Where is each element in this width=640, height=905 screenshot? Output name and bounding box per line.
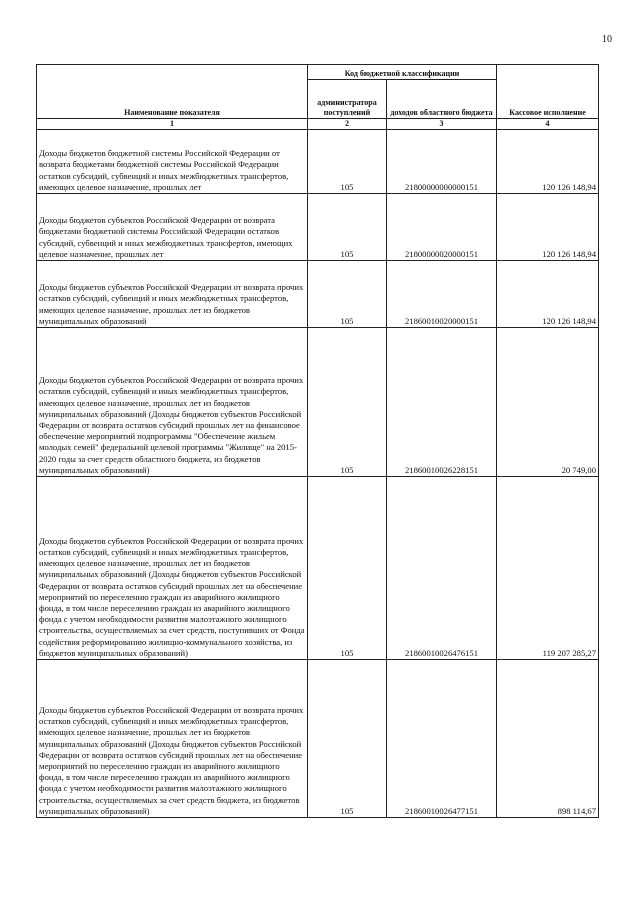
cash-execution: 119 207 285,27 xyxy=(497,477,599,660)
header-budget-classification: Код бюджетной классификации xyxy=(308,65,497,80)
table-row xyxy=(37,477,599,660)
report-table xyxy=(36,64,599,818)
indicator-name: Доходы бюджетов субъектов Российской Федерации от возврата прочих остатков субсидий, субвенций и иных межбюджетных трансфертов, имеющих целевое назначение, прошлых лет из бюджетов муниципальных образований (Доходы бюджетов субъектов Российской Федерации от возврата остатков субсидий прошлых лет на финансовое обеспечение мероприятий подпрограммы "Обеспечение жильем молодых семей" федеральной целевой программы "Жилище" на 2015-2020 годы за счет средств областного бюджета, из бюджетов муниципальных образований) xyxy=(37,328,308,477)
cash-execution: 120 126 148,94 xyxy=(497,130,599,194)
column-number: 3 xyxy=(387,119,497,130)
column-number: 1 xyxy=(37,119,308,130)
admin-code: 105 xyxy=(308,660,387,818)
income-code: 21860010026477151 xyxy=(387,660,497,818)
admin-code: 105 xyxy=(308,477,387,660)
table-row xyxy=(37,130,599,194)
header-execution-column: Кассовое исполнение xyxy=(497,65,599,119)
indicator-name: Доходы бюджетов бюджетной системы Российской Федерации от возврата бюджетами бюджетной системы Российской Федерации остатков субсидий, субвенций и иных межбюджетных трансфертов, имеющих целевое назначение, прошлых лет xyxy=(37,130,308,194)
column-numbers-row xyxy=(37,119,599,130)
admin-code: 105 xyxy=(308,194,387,261)
admin-code: 105 xyxy=(308,261,387,328)
indicator-name: Доходы бюджетов субъектов Российской Федерации от возврата прочих остатков субсидий, субвенций и иных межбюджетных трансфертов, имеющих целевое назначение, прошлых лет из бюджетов муниципальных образований xyxy=(37,261,308,328)
header-admin-column: администратора поступлений xyxy=(308,80,387,119)
table-row xyxy=(37,261,599,328)
table-row xyxy=(37,194,599,261)
admin-code: 105 xyxy=(308,328,387,477)
indicator-name: Доходы бюджетов субъектов Российской Федерации от возврата прочих остатков субсидий, субвенций и иных межбюджетных трансфертов, имеющих целевое назначение, прошлых лет из бюджетов муниципальных образований (Доходы бюджетов субъектов Российской Федерации от возврата остатков субсидий прошлых лет на обеспечение мероприятий по переселению граждан из аварийного жилищного фонда, в том числе переселению граждан из аварийного жилищного фонда с учетом необходимости развития малоэтажного жилищного строительства, осуществляемых за счет средств, поступивших от Фонда содействия реформированию жилищно-коммунального хозяйства, из бюджетов муниципальных образований) xyxy=(37,477,308,660)
table-row xyxy=(37,328,599,477)
income-code: 21860010026228151 xyxy=(387,328,497,477)
header-income-column: доходов областного бюджета xyxy=(387,80,497,119)
column-number: 2 xyxy=(308,119,387,130)
income-code: 21800000000000151 xyxy=(387,130,497,194)
cash-execution: 120 126 148,94 xyxy=(497,194,599,261)
income-code: 21860010020000151 xyxy=(387,261,497,328)
column-number: 4 xyxy=(497,119,599,130)
income-code: 21860010026476151 xyxy=(387,477,497,660)
admin-code: 105 xyxy=(308,130,387,194)
table-row xyxy=(37,660,599,818)
cash-execution: 898 114,67 xyxy=(497,660,599,818)
page-number: 10 xyxy=(602,34,612,45)
indicator-name: Доходы бюджетов субъектов Российской Федерации от возврата бюджетами бюджетной системы Российской Федерации остатков субсидий, субвенций и иных межбюджетных трансфертов, имеющих целевое назначение, прошлых лет xyxy=(37,194,308,261)
indicator-name: Доходы бюджетов субъектов Российской Федерации от возврата прочих остатков субсидий, субвенций и иных межбюджетных трансфертов, имеющих целевое назначение, прошлых лет из бюджетов муниципальных образований (Доходы бюджетов субъектов Российской Федерации от возврата остатков субсидий прошлых лет на обеспечение мероприятий по переселению граждан из аварийного жилищного фонда, в том числе переселению граждан из аварийного жилищного фонда с учетом необходимости развития малоэтажного жилищного строительства, осуществляемых за счет средств бюджета, из бюджетов муниципальных образований) xyxy=(37,660,308,818)
cash-execution: 120 126 148,94 xyxy=(497,261,599,328)
cash-execution: 20 749,00 xyxy=(497,328,599,477)
header-name-column: Наименование показателя xyxy=(37,65,308,119)
income-code: 21800000020000151 xyxy=(387,194,497,261)
